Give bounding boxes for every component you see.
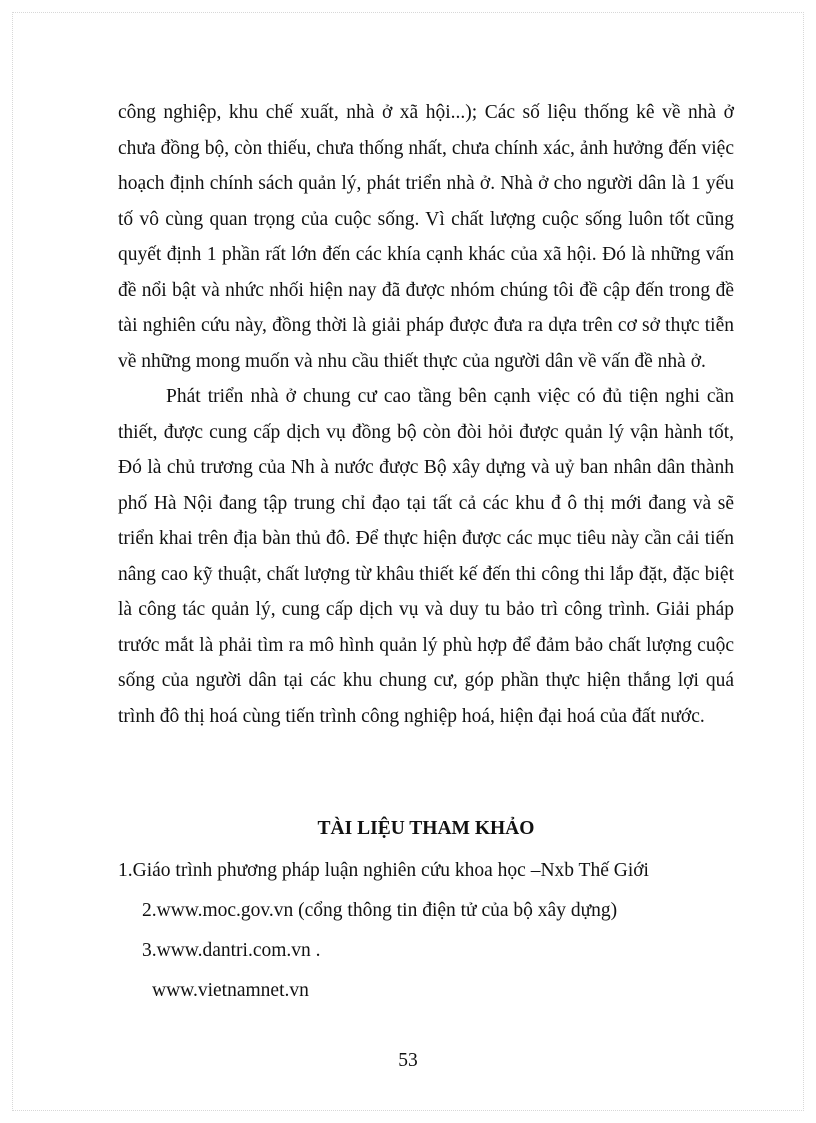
paragraph-1: công nghiệp, khu chế xuất, nhà ở xã hội...); Các số liệu thống kê về nhà ở chưa đồng bộ, còn thiếu, chưa thống nhất, chưa chính xác, ảnh hưởng đến việc hoạch định chính sách quản lý, phát triển nhà ở. Nhà ở cho người dân là 1 yếu tố vô cùng quan trọng của cuộc sống. Vì chất lượng cuộc sống luôn tốt cũng quyết định 1 phần rất lớn đến các khía cạnh khác của xã hội. Đó là những vấn đề nổi bật và nhức nhối hiện nay đã được nhóm chúng tôi đề cập đến trong đề tài nghiên cứu này, đồng thời là giải pháp được đưa ra dựa trên cơ sở thực tiễn về những mong muốn và nhu cầu thiết thực của người dân về vấn đề nhà ở.	[118, 102, 734, 372]
reference-item: 1.Giáo trình phương pháp luận nghiên cứu khoa học –Nxb Thế Giới	[118, 860, 649, 881]
reference-item: 3.www.dantri.com.vn .	[142, 940, 321, 961]
page-number: 53	[398, 1050, 418, 1071]
body-text	[118, 95, 734, 734]
paragraph-2: Phát triển nhà ở chung cư cao tầng bên cạnh việc có đủ tiện nghi cần thiết, được cung cấp dịch vụ đồng bộ còn đòi hỏi được quản lý vận hành tốt, Đó là chủ trương của Nh à nước được Bộ xây dựng và uỷ ban nhân dân thành phố Hà Nội đang tập trung chỉ đạo tại tất cả các khu đ ô thị mới đang và sẽ triển khai trên địa bàn thủ đô. Để thực hiện được các mục tiêu này cần cải tiến nâng cao kỹ thuật, chất lượng từ khâu thiết kế đến thi công thi lắp đặt, đặc biệt là công tác quản lý, cung cấp dịch vụ và duy tu bảo trì công trình. Giải pháp trước mắt là phải tìm ra mô hình quản lý phù hợp để đảm bảo chất lượng cuộc sống của người dân tại các khu chung cư, góp phần thực hiện thắng lợi quá trình đô thị hoá cùng tiến trình công nghiệp hoá, hiện đại hoá của đất nước.	[118, 386, 734, 727]
reference-item: www.vietnamnet.vn	[152, 980, 309, 1001]
reference-item: 2.www.moc.gov.vn (cổng thông tin điện tử của bộ xây dựng)	[142, 900, 618, 921]
references-title: TÀI LIỆU THAM KHẢO	[317, 818, 535, 839]
